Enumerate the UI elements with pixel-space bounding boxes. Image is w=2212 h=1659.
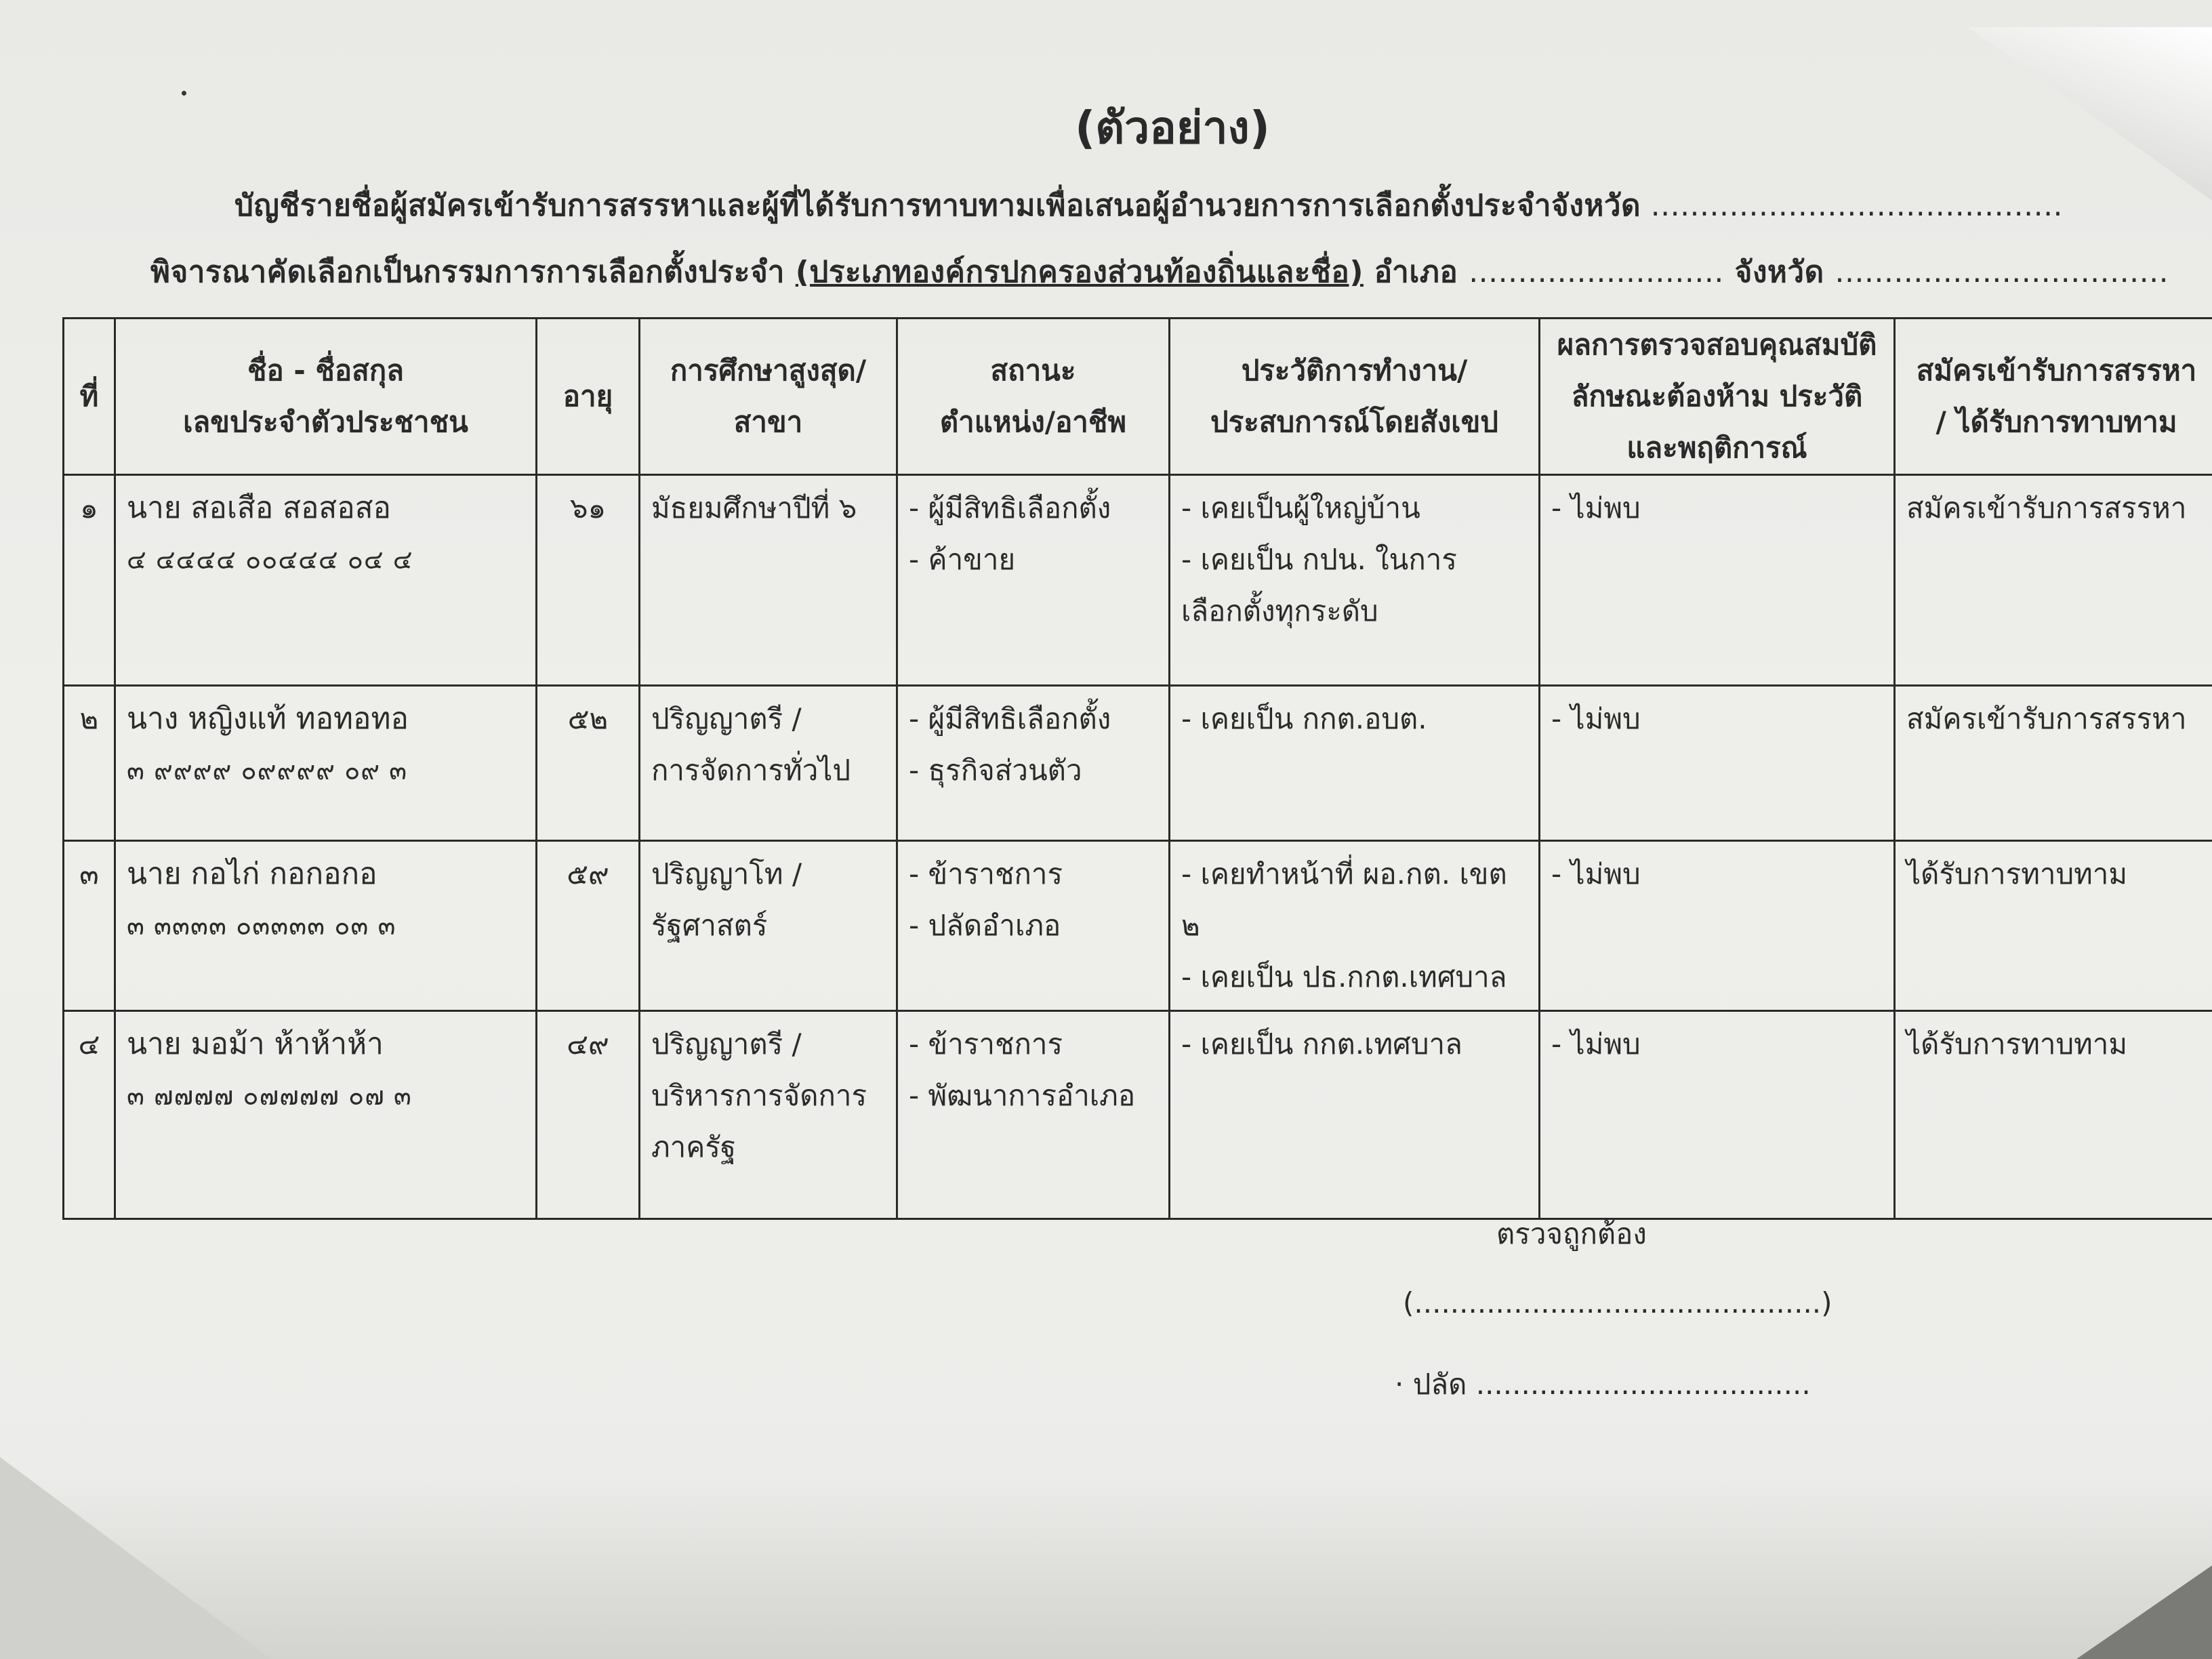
organization-type: (ประเภทองค์กรปกครองส่วนท้องถิ่นและชื่อ) [795, 255, 1364, 289]
header-no-label: ที่ [79, 380, 99, 413]
verification-label: ตรวจถูกต้อง [1496, 1217, 1647, 1250]
header-education [640, 319, 897, 475]
signature-line: (.............................................) [1403, 1286, 1832, 1319]
candidate-name: นาย สอเสือ สอสอสอ [127, 491, 391, 525]
candidates-table [62, 317, 2212, 1220]
province-label: จังหวัด [1723, 255, 1835, 289]
cell-type: ได้รับการทาบทาม [1895, 841, 2212, 1011]
cell-type: ได้รับการทาบทาม [1895, 1011, 2212, 1219]
candidate-name: นาง หญิงแท้ ทอทอทอ [127, 701, 409, 736]
header-name-label: ชื่อ - ชื่อสกุล [247, 354, 404, 387]
cell-age: ๖๑ [537, 475, 640, 686]
table-row [64, 475, 2212, 686]
cell-education [640, 475, 897, 686]
citizen-id: ๔ ๔๔๔๔ ๐๐๔๔๔ ๐๔ ๔ [127, 545, 413, 575]
cell-name [115, 475, 537, 686]
education-line: ปริญญาโท / [651, 857, 802, 890]
status-line: - ธุรกิจส่วนตัว [909, 754, 1082, 787]
header-work [1170, 319, 1540, 475]
cell-no: ๑ [64, 475, 115, 686]
cell-type: สมัครเข้ารับการสรรหา [1895, 686, 2212, 841]
table-row [64, 686, 2212, 841]
work-line: เลือกตั้งทุกระดับ [1181, 594, 1378, 628]
education-line: ปริญญาตรี / [651, 1027, 802, 1061]
cell-work [1170, 1011, 1540, 1219]
citizen-id: ๓ ๙๙๙๙ ๐๙๙๙๙ ๐๙ ๓ [127, 756, 408, 785]
education-line: รัฐศาสตร์ [651, 909, 768, 942]
cell-work [1170, 841, 1540, 1011]
heading-line-2-text: พิจารณาคัดเลือกเป็นกรรมการการเลือกตั้งประจำ [150, 255, 796, 289]
header-status-label: สถานะ [990, 354, 1076, 387]
table-row [64, 1011, 2212, 1219]
cell-no: ๓ [64, 841, 115, 1011]
cell-education [640, 1011, 897, 1219]
header-status [897, 319, 1170, 475]
cell-name [115, 686, 537, 841]
cell-name [115, 841, 537, 1011]
header-name [115, 319, 537, 475]
heading-line-1-text: บัญชีรายชื่อผู้สมัครเข้ารับการสรรหาและผู้ที่ได้รับการทาบทามเพื่อเสนอผู้อำนวยการการเลือกตั้งประจำจังหวัด [234, 188, 1641, 223]
cell-age: ๕๒ [537, 686, 640, 841]
cell-check: - ไม่พบ [1540, 686, 1895, 841]
work-line: - เคยเป็น กกต.เทศบาล [1181, 1027, 1462, 1061]
education-line: บริหารการจัดการ [651, 1079, 867, 1112]
cell-check: - ไม่พบ [1540, 1011, 1895, 1219]
header-education-label: การศึกษาสูงสุด/ [670, 354, 867, 387]
work-line: - เคยเป็น ปธ.กกต.เทศบาล [1181, 960, 1507, 994]
cell-check: - ไม่พบ [1540, 841, 1895, 1011]
header-id-label: เลขประจำตัวประชาชน [183, 405, 468, 438]
cell-work [1170, 475, 1540, 686]
cell-age: ๕๙ [537, 841, 640, 1011]
header-no [64, 319, 115, 475]
education-line: การจัดการทั่วไป [651, 754, 851, 787]
header-major-label: สาขา [733, 405, 803, 438]
province-blank-2: .................................. [1835, 255, 2169, 289]
status-line: - ข้าราชการ [909, 1027, 1063, 1061]
work-line: - เคยเป็น กปน. ในการ [1181, 543, 1457, 576]
status-line: - ปลัดอำเภอ [909, 909, 1061, 942]
education-line: ภาครัฐ [651, 1130, 737, 1164]
candidate-name: นาย กอไก่ กอกอกอ [127, 857, 377, 891]
cell-education [640, 841, 897, 1011]
province-blank: .......................................... [1641, 188, 2064, 223]
header-check-label-3: และพฤติการณ์ [1626, 431, 1807, 464]
cell-type: สมัครเข้ารับการสรรหา [1895, 475, 2212, 686]
table-row [64, 841, 2212, 1011]
page-shadow [0, 1471, 2212, 1659]
candidate-name: นาย มอม้า ห้าห้าห้า [127, 1027, 384, 1061]
district-blank: .......................... [1469, 255, 1724, 289]
citizen-id: ๓ ๗๗๗๗ ๐๗๗๗๗ ๐๗ ๓ [127, 1081, 412, 1111]
status-line: - ผู้มีสิทธิเลือกตั้ง [909, 491, 1111, 525]
header-check [1540, 319, 1895, 475]
signer-title: · ปลัด ..................................... [1395, 1368, 1811, 1401]
header-age [537, 319, 640, 475]
work-line: - เคยเป็นผู้ใหญ่บ้าน [1181, 491, 1420, 525]
status-line: - ค้าขาย [909, 543, 1016, 576]
education-line: มัธยมศึกษาปีที่ ๖ [651, 491, 857, 525]
cell-name [115, 1011, 537, 1219]
status-line: - ข้าราชการ [909, 857, 1063, 890]
cell-no: ๔ [64, 1011, 115, 1219]
document-title: (ตัวอย่าง) [1075, 102, 1270, 154]
citizen-id: ๓ ๓๓๓๓ ๐๓๓๓๓ ๐๓ ๓ [127, 911, 396, 941]
header-check-label-2: ลักษณะต้องห้าม ประวัติ [1571, 380, 1863, 413]
header-experience-label: ประสบการณ์โดยสังเขป [1210, 405, 1498, 438]
cell-check: - ไม่พบ [1540, 475, 1895, 686]
header-type-label-2: / ได้รับการทาบทาม [1936, 405, 2177, 438]
education-line: ปริญญาตรี / [651, 702, 802, 735]
header-work-label: ประวัติการทำงาน/ [1241, 354, 1468, 387]
header-age-label: อายุ [562, 380, 613, 413]
header-type [1895, 319, 2212, 475]
cell-status [897, 475, 1170, 686]
header-check-label-1: ผลการตรวจสอบคุณสมบัติ [1557, 328, 1877, 361]
header-occupation-label: ตำแหน่ง/อาชีพ [939, 405, 1127, 438]
cell-status [897, 686, 1170, 841]
cell-status [897, 1011, 1170, 1219]
cell-age: ๔๙ [537, 1011, 640, 1219]
cell-work [1170, 686, 1540, 841]
work-line: - เคยทำหน้าที่ ผอ.กต. เขต ๒ [1181, 857, 1507, 942]
cell-no: ๒ [64, 686, 115, 841]
table-header-row [64, 319, 2212, 475]
heading-line-1 [234, 182, 2063, 229]
header-type-label-1: สมัครเข้ารับการสรรหา [1916, 354, 2197, 387]
district-label: อำเภอ [1363, 255, 1469, 289]
cell-status [897, 841, 1170, 1011]
status-line: - ผู้มีสิทธิเลือกตั้ง [909, 702, 1111, 735]
status-line: - พัฒนาการอำเภอ [909, 1079, 1136, 1112]
heading-line-2 [150, 248, 2169, 295]
work-line: - เคยเป็น กกต.อบต. [1181, 702, 1427, 735]
cell-education [640, 686, 897, 841]
